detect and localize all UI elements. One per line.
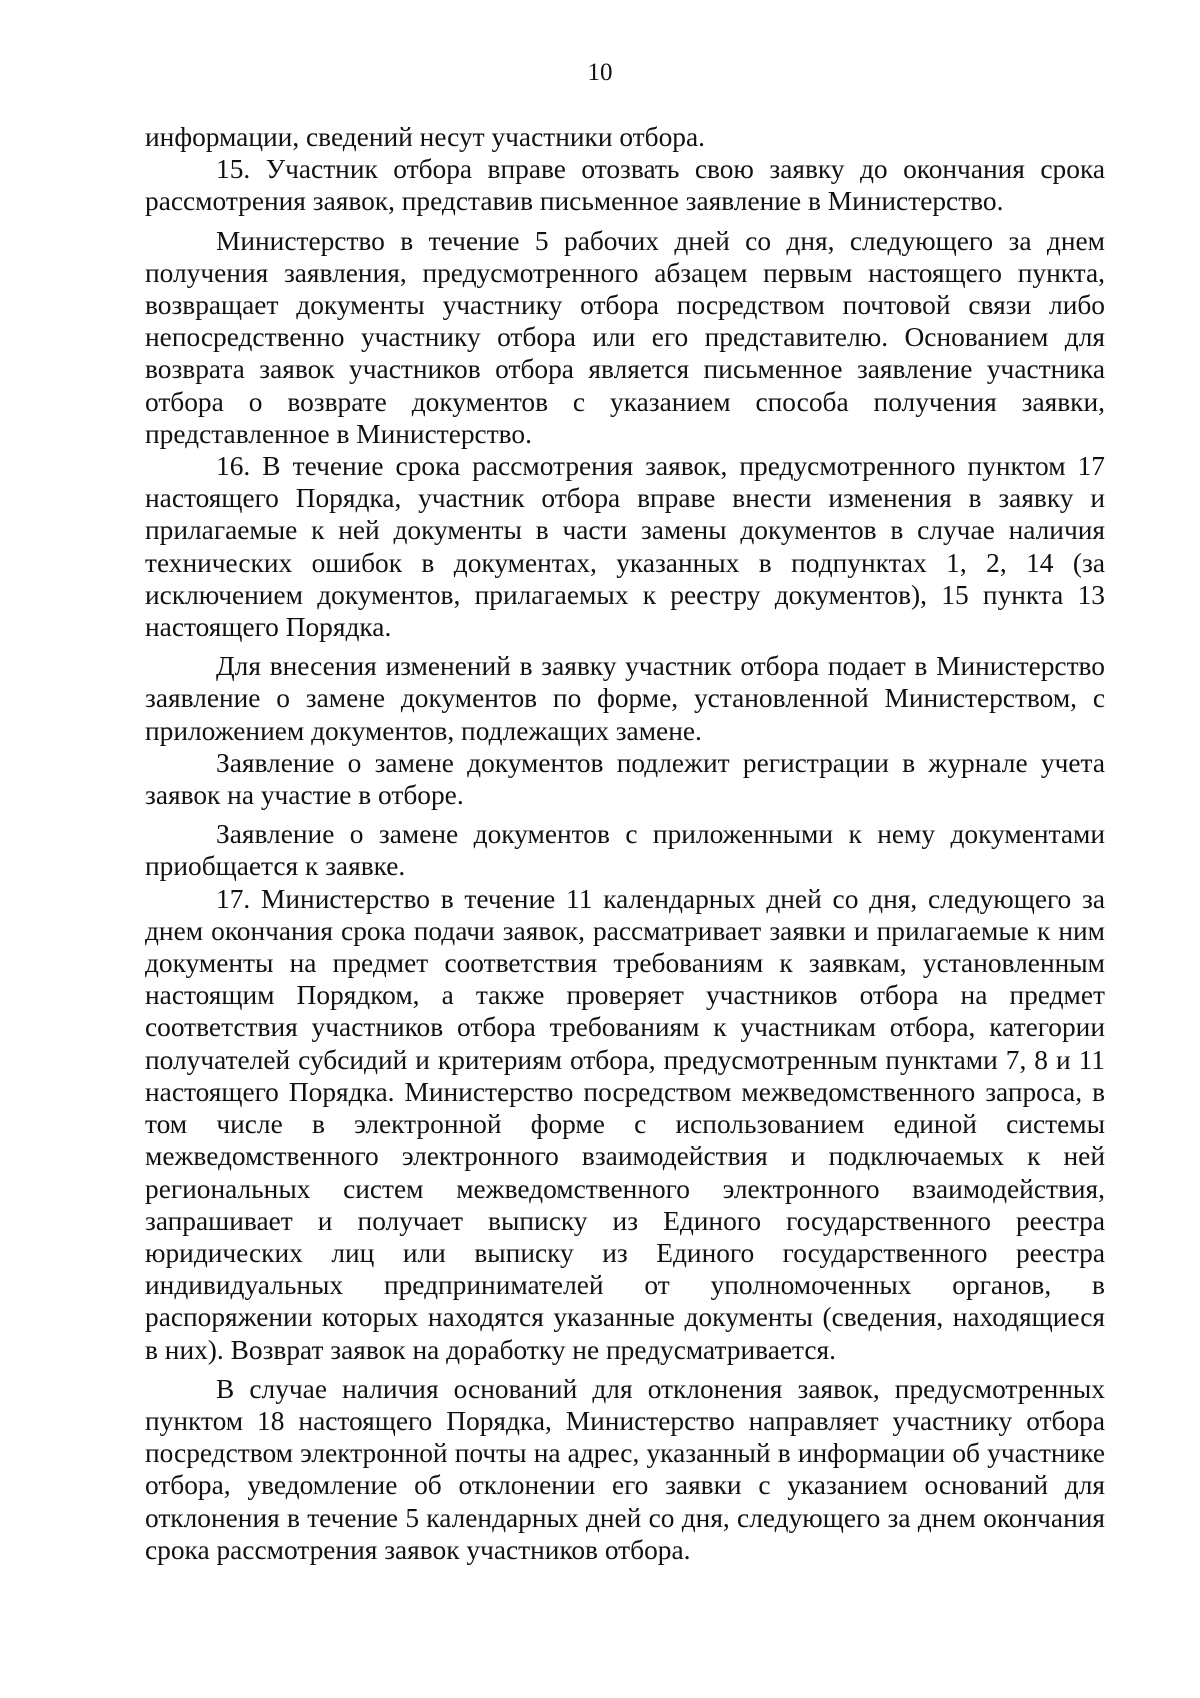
paragraph-item-16: 16. В течение срока рассмотрения заявок, предусмотренного пунктом 17 настоящего Порядка, участник отбора вправе внести изменения в заявку и прилагаемые к ней документы в части замены документов в случае наличия технических ошибок в документах, указанных в подпунктах 1, 2, 14 (за исключением документов, прилагаемых к реестру документов), 15 пункта 13 настоящего Порядка. — [145, 451, 1105, 643]
paragraph-item-15: 15. Участник отбора вправе отозвать свою заявку до окончания срока рассмотрения заявок, представив письменное заявление в Министерство. — [145, 154, 1105, 217]
paragraph-rejection-notice: В случае наличия оснований для отклонения заявок, предусмотренных пунктом 18 настоящего Порядка, Министерство направляет участнику отбора посредством электронной почты на адрес, указанный в информации об участнике отбора, уведомление об отклонении его заявки с указанием оснований для отклонения в течение 5 календарных дней со дня, следующего за днем окончания срока рассмотрения заявок участников отбора. — [145, 1373, 1105, 1565]
paragraph-item-17: 17. Министерство в течение 11 календарных дней со дня, следующего за днем окончания срока подачи заявок, рассматривает заявки и прилагаемые к ним документы на предмет соответствия требованиям к заявкам, установленным настоящим Порядком, а также проверяет участников отбора на предмет соответствия участников отбора требованиям к участникам отбора, категории получателей субсидий и критериям отбора, предусмотренным пунктами 7, 8 и 11 настоящего Порядка. Министерство посредством межведомственного запроса, в том числе в электронной форме с использованием единой системы межведомственного электронного взаимодействия и подключаемых к ней региональных систем межведомственного электронного взаимодействия, запрашивает и получает выписку из Единого государственного реестра юридических лиц или выписку из Единого государственного реестра индивидуальных предпринимателей от уполномоченных органов, в распоряжении которых находятся указанные документы (сведения, находящиеся в них). Возврат заявок на доработку не предусматривается. — [145, 883, 1105, 1365]
paragraph-amendment-application: Для внесения изменений в заявку участник отбора подает в Министерство заявление о замене документов по форме, установленной Министерством, с приложением документов, подлежащих замене. — [145, 651, 1105, 746]
paragraph-attachment: Заявление о замене документов с приложенными к нему документами приобщается к заявке. — [145, 819, 1105, 882]
page-number: 10 — [587, 59, 613, 86]
paragraph-return-documents: Министерство в течение 5 рабочих дней со дня, следующего за днем получения заявления, предусмотренного абзацем первым настоящего пункта, возвращает документы участнику отбора посредством почтовой связи либо непосредственно участнику отбора или его представителю. Основанием для возврата заявок участников отбора является письменное заявление участника отбора о возврате документов с указанием способа получения заявки, представленное в Министерство. — [145, 225, 1105, 449]
paragraph-continuation: информации, сведений несут участники отбора. — [145, 122, 705, 152]
paragraph-registration: Заявление о замене документов подлежит регистрации в журнале учета заявок на участие в отборе. — [145, 747, 1105, 811]
document-text — [145, 121, 1105, 1566]
